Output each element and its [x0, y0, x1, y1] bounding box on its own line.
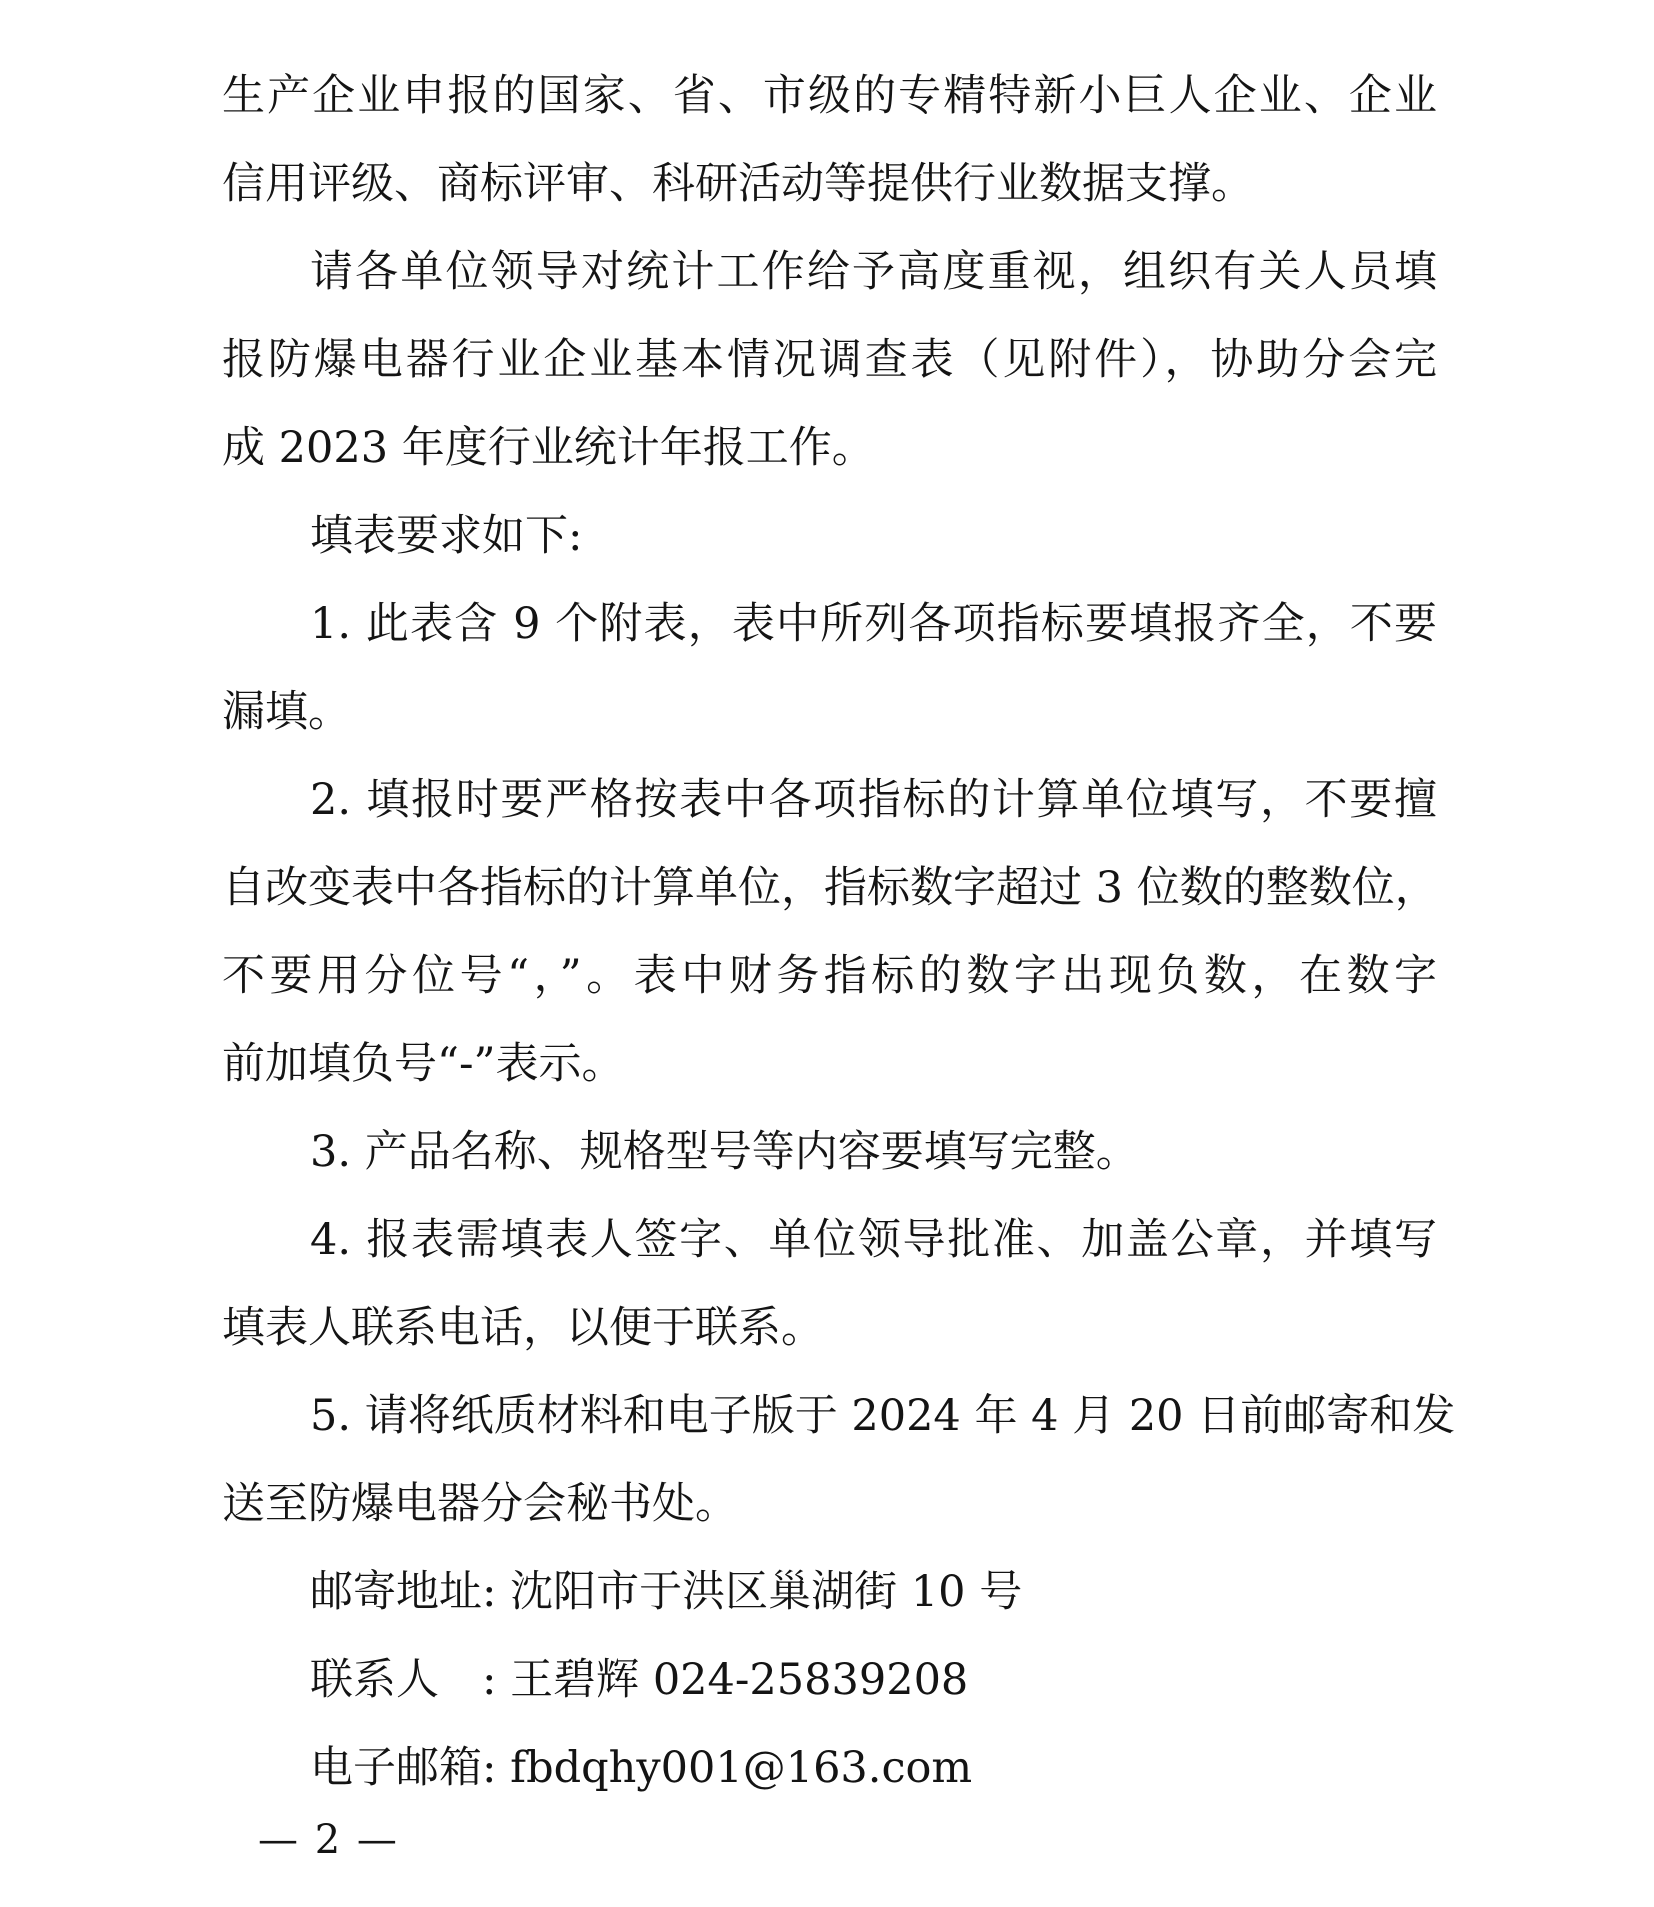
list-item-line: 不要用分位号“，”。表中财务指标的数字出现负数，在数字	[222, 951, 1437, 1001]
body-line: 生产企业申报的国家、省、市级的专精特新小巨人企业、企业	[222, 71, 1437, 121]
mailing-address: 邮寄地址: 沈阳市于洪区巢湖街 10 号	[310, 1567, 1023, 1617]
email-address: 电子邮箱: fbdqhy001@163.com	[310, 1743, 973, 1793]
body-line: 信用评级、商标评审、科研活动等提供行业数据支撑。	[222, 159, 1254, 209]
body-line: 成 2023 年度行业统计年报工作。	[222, 423, 875, 473]
document-body	[222, 52, 1456, 1812]
list-item-line: 4. 报表需填表人签字、单位领导批准、加盖公章，并填写	[310, 1215, 1437, 1265]
body-line: 请各单位领导对统计工作给予高度重视，组织有关人员填	[310, 247, 1437, 297]
list-item-line: 填表人联系电话，以便于联系。	[222, 1303, 824, 1353]
list-item-line: 前加填负号“-”表示。	[222, 1039, 625, 1089]
list-item-line: 1. 此表含 9 个附表，表中所列各项指标要填报齐全，不要	[310, 599, 1437, 649]
body-line: 报防爆电器行业企业基本情况调查表（见附件），协助分会完	[222, 335, 1437, 385]
page-number: — 2 —	[258, 1817, 399, 1863]
list-item-line: 2. 填报时要严格按表中各项指标的计算单位填写，不要擅	[310, 775, 1437, 825]
section-heading: 填表要求如下:	[310, 511, 583, 561]
list-item-line: 自改变表中各指标的计算单位，指标数字超过 3 位数的整数位，	[222, 863, 1438, 913]
list-item-line: 送至防爆电器分会秘书处。	[222, 1479, 738, 1529]
contact-person: 联系人 : 王碧辉 024-25839208	[310, 1655, 969, 1705]
list-item-line: 3. 产品名称、规格型号等内容要填写完整。	[310, 1127, 1139, 1177]
list-item-line: 漏填。	[222, 687, 351, 737]
list-item-line: 5. 请将纸质材料和电子版于 2024 年 4 月 20 日前邮寄和发	[310, 1391, 1456, 1441]
